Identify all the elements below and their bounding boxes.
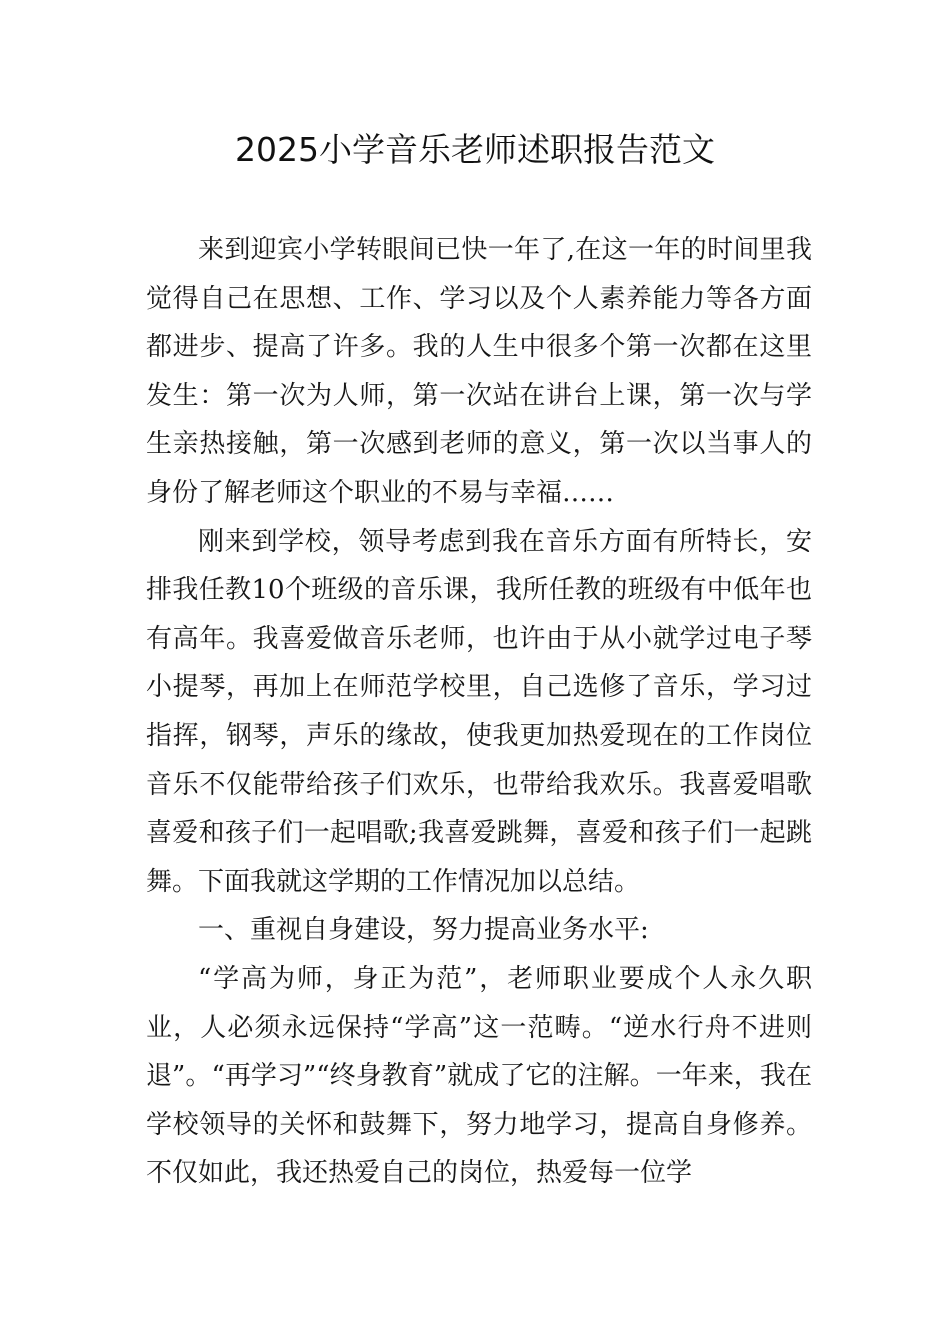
document-title: 2025小学音乐老师述职报告范文 xyxy=(235,130,715,169)
section-heading-1: 一、重视自身建设，努力提高业务水平: xyxy=(198,915,649,946)
paragraph-teaching-assignment: 刚来到学校，领导考虑到我在音乐方面有所特长，安排我任教10个班级的音乐课，我所任教的班级有中低年也有高年。我喜爱做音乐老师，也许由于从小就学过电子琴小提琴，再加上在师范学校里，自己选修了音乐，学习过指挥，钢琴，声乐的缘故，使我更加热爱现在的工作岗位音乐不仅能带给孩子们欢乐，也带给我欢乐。我喜爱唱歌喜爱和孩子们一起唱歌;我喜爱跳舞，喜爱和孩子们一起跳舞。下面我就这学期的工作情况加以总结。 xyxy=(146,526,812,897)
paragraph-intro: 来到迎宾小学转眼间已快一年了,在这一年的时间里我觉得自己在思想、工作、学习以及个人素养能力等各方面都进步、提高了许多。我的人生中很多个第一次都在这里发生：第一次为人师，第一次站在讲台上课，第一次与学生亲热接触，第一次感到老师的意义，第一次以当事人的身份了解老师这个职业的不易与幸福…… xyxy=(146,235,812,508)
paragraph-self-improvement: “学高为师，身正为范”，老师职业要成个人永久职业，人必须永远保持“学高”这一范畴。“逆水行舟不进则退”。“再学习”“终身教育”就成了它的注解。一年来，我在学校领导的关怀和鼓舞下，努力地学习，提高自身修养。不仅如此，我还热爱自己的岗位，热爱每一位学 xyxy=(146,963,812,1189)
document-body xyxy=(146,226,812,1198)
